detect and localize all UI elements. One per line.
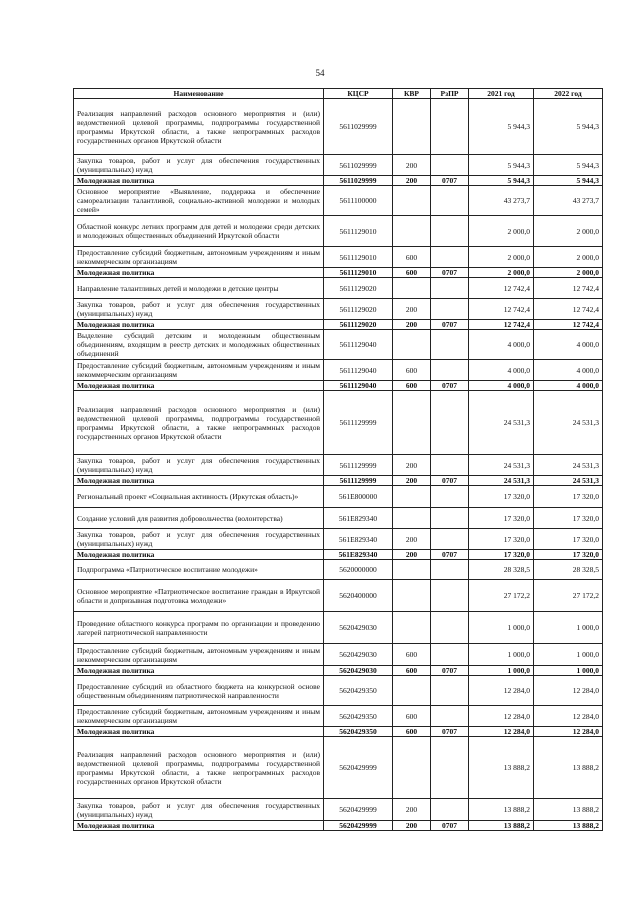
- table-body: [74, 99, 603, 831]
- row-kvr: 200: [393, 476, 431, 486]
- row-kvr: 600: [393, 644, 431, 666]
- row-name: Молодежная политика: [74, 727, 324, 737]
- table-row: [74, 476, 603, 486]
- row-2022: 12 742,4: [534, 299, 603, 320]
- row-rzpr: [431, 155, 469, 176]
- row-2021: 2 000,0: [469, 268, 534, 278]
- row-2022: 2 000,0: [534, 216, 603, 247]
- row-rzpr: [431, 737, 469, 799]
- row-code: 5620429999: [324, 821, 393, 831]
- row-2021: 24 531,3: [469, 455, 534, 476]
- row-name: Предоставление субсидий из областного бюджета на конкурсной основе общественным объединениям патриотической направленности: [74, 676, 324, 706]
- row-code: 5611129020: [324, 320, 393, 330]
- row-kvr: [393, 216, 431, 247]
- row-2022: 17 320,0: [534, 508, 603, 529]
- table-row: [74, 299, 603, 320]
- row-rzpr: [431, 529, 469, 550]
- row-2022: 28 328,5: [534, 560, 603, 580]
- row-rzpr: [431, 508, 469, 529]
- row-2021: 13 888,2: [469, 821, 534, 831]
- row-kvr: 200: [393, 455, 431, 476]
- row-kvr: [393, 737, 431, 799]
- row-2022: 24 531,3: [534, 391, 603, 455]
- row-kvr: 200: [393, 821, 431, 831]
- row-rzpr: [431, 799, 469, 821]
- row-name: Молодежная политика: [74, 821, 324, 831]
- row-2021: 24 531,3: [469, 476, 534, 486]
- row-rzpr: [431, 706, 469, 727]
- row-2021: 24 531,3: [469, 391, 534, 455]
- row-2021: 28 328,5: [469, 560, 534, 580]
- row-2021: 12 742,4: [469, 278, 534, 299]
- row-kvr: [393, 486, 431, 508]
- header-rzpr: РзПР: [431, 89, 469, 99]
- row-2021: 4 000,0: [469, 330, 534, 360]
- table-row: [74, 278, 603, 299]
- row-code: 5611029999: [324, 99, 393, 155]
- row-2022: 4 000,0: [534, 330, 603, 360]
- row-name: Закупка товаров, работ и услуг для обеспечения государственных (муниципальных) нужд: [74, 455, 324, 476]
- row-rzpr: 0707: [431, 666, 469, 676]
- row-kvr: 600: [393, 381, 431, 391]
- row-rzpr: [431, 612, 469, 644]
- row-code: 5620429030: [324, 612, 393, 644]
- row-kvr: 600: [393, 706, 431, 727]
- row-code: 5611129040: [324, 381, 393, 391]
- row-2022: 5 944,3: [534, 155, 603, 176]
- row-2021: 4 000,0: [469, 360, 534, 381]
- row-code: 5611129010: [324, 247, 393, 268]
- row-code: 561E829340: [324, 529, 393, 550]
- row-name: Основное мероприятие «Патриотическое воспитание граждан в Иркутской области и допризывная подготовка молодежи»: [74, 580, 324, 612]
- row-name: Закупка товаров, работ и услуг для обеспечения государственных (муниципальных) нужд: [74, 529, 324, 550]
- row-2022: 43 273,7: [534, 186, 603, 216]
- row-kvr: 600: [393, 360, 431, 381]
- row-2022: 13 888,2: [534, 799, 603, 821]
- row-name: Молодежная политика: [74, 666, 324, 676]
- row-rzpr: 0707: [431, 727, 469, 737]
- row-kvr: [393, 186, 431, 216]
- row-2022: 12 742,4: [534, 278, 603, 299]
- table-row: [74, 155, 603, 176]
- row-2022: 1 000,0: [534, 644, 603, 666]
- row-2022: 13 888,2: [534, 821, 603, 831]
- row-name: Реализация направлений расходов основного мероприятия и (или) ведомственной целевой программы, подпрограммы государственной программы Иркутской области, а также непрограммных расходов государственных органов Иркутской области: [74, 737, 324, 799]
- table-row: [74, 550, 603, 560]
- row-kvr: 200: [393, 155, 431, 176]
- row-name: Молодежная политика: [74, 550, 324, 560]
- row-rzpr: 0707: [431, 476, 469, 486]
- row-kvr: 200: [393, 320, 431, 330]
- row-kvr: 200: [393, 529, 431, 550]
- table-row: [74, 391, 603, 455]
- row-kvr: [393, 560, 431, 580]
- row-2021: 1 000,0: [469, 644, 534, 666]
- row-kvr: 600: [393, 268, 431, 278]
- row-2021: 43 273,7: [469, 186, 534, 216]
- row-rzpr: [431, 486, 469, 508]
- row-rzpr: 0707: [431, 821, 469, 831]
- table-row: [74, 644, 603, 666]
- row-name: Предоставление субсидий бюджетным, автономным учреждениям и иным некоммерческим организациям: [74, 644, 324, 666]
- table-row: [74, 676, 603, 706]
- row-2022: 17 320,0: [534, 550, 603, 560]
- table-row: [74, 247, 603, 268]
- row-name: Предоставление субсидий бюджетным, автономным учреждениям и иным некоммерческим организациям: [74, 706, 324, 727]
- table-row: [74, 529, 603, 550]
- row-code: 5611129010: [324, 216, 393, 247]
- row-name: Молодежная политика: [74, 381, 324, 391]
- row-2022: 5 944,3: [534, 99, 603, 155]
- row-rzpr: 0707: [431, 550, 469, 560]
- row-kvr: 600: [393, 727, 431, 737]
- row-2021: 5 944,3: [469, 99, 534, 155]
- row-2022: 12 284,0: [534, 676, 603, 706]
- row-2022: 2 000,0: [534, 268, 603, 278]
- row-rzpr: [431, 560, 469, 580]
- row-2022: 17 320,0: [534, 529, 603, 550]
- row-code: 5620429999: [324, 799, 393, 821]
- row-rzpr: 0707: [431, 176, 469, 186]
- row-kvr: [393, 330, 431, 360]
- row-kvr: 600: [393, 666, 431, 676]
- row-2021: 12 284,0: [469, 676, 534, 706]
- row-kvr: [393, 278, 431, 299]
- row-kvr: [393, 391, 431, 455]
- row-kvr: [393, 508, 431, 529]
- row-code: 5611129999: [324, 455, 393, 476]
- row-rzpr: [431, 676, 469, 706]
- row-2021: 17 320,0: [469, 550, 534, 560]
- row-name: Подпрограмма «Патриотическое воспитание молодежи»: [74, 560, 324, 580]
- row-rzpr: [431, 360, 469, 381]
- table-row: [74, 320, 603, 330]
- table-row: [74, 186, 603, 216]
- row-2022: 1 000,0: [534, 612, 603, 644]
- row-kvr: 200: [393, 799, 431, 821]
- row-name: Закупка товаров, работ и услуг для обеспечения государственных (муниципальных) нужд: [74, 155, 324, 176]
- row-code: 5611129020: [324, 278, 393, 299]
- row-code: 5611029999: [324, 176, 393, 186]
- table-row: [74, 216, 603, 247]
- row-rzpr: [431, 391, 469, 455]
- table-row: [74, 381, 603, 391]
- row-kvr: 200: [393, 550, 431, 560]
- row-code: 561E800000: [324, 486, 393, 508]
- row-name: Реализация направлений расходов основного мероприятия и (или) ведомственной целевой программы, подпрограммы государственной программы Иркутской области, а также непрограммных расходов государственных органов Иркутской области: [74, 391, 324, 455]
- table-row: [74, 330, 603, 360]
- table-row: [74, 176, 603, 186]
- row-name: Выделение субсидий детским и молодежным общественным объединениям, входящим в реестр детских и молодежных общественных объединений: [74, 330, 324, 360]
- row-name: Закупка товаров, работ и услуг для обеспечения государственных (муниципальных) нужд: [74, 299, 324, 320]
- table-row: [74, 360, 603, 381]
- row-name: Предоставление субсидий бюджетным, автономным учреждениям и иным некоммерческим организациям: [74, 360, 324, 381]
- row-2021: 2 000,0: [469, 247, 534, 268]
- row-code: 5620429030: [324, 644, 393, 666]
- row-name: Молодежная политика: [74, 176, 324, 186]
- row-name: Проведение областного конкурса программ по организации и проведению лагерей патриотической направленности: [74, 612, 324, 644]
- row-name: Областной конкурс летних программ для детей и молодежи среди детских и молодежных общественных объединений Иркутской области: [74, 216, 324, 247]
- row-2021: 1 000,0: [469, 666, 534, 676]
- row-2021: 12 284,0: [469, 706, 534, 727]
- row-2021: 12 742,4: [469, 320, 534, 330]
- table-row: [74, 99, 603, 155]
- budget-table: [73, 88, 603, 831]
- table-row: [74, 706, 603, 727]
- header-row: [74, 89, 603, 99]
- row-rzpr: [431, 330, 469, 360]
- row-rzpr: [431, 99, 469, 155]
- row-code: 5620429350: [324, 706, 393, 727]
- row-2022: 1 000,0: [534, 666, 603, 676]
- row-name: Создание условий для развития добровольчества (волонтерства): [74, 508, 324, 529]
- row-name: Молодежная политика: [74, 268, 324, 278]
- row-name: Региональный проект «Социальная активность (Иркутская область)»: [74, 486, 324, 508]
- table-row: [74, 560, 603, 580]
- row-name: Молодежная политика: [74, 476, 324, 486]
- table-row: [74, 799, 603, 821]
- row-kvr: [393, 612, 431, 644]
- row-kvr: [393, 676, 431, 706]
- row-code: 561E829340: [324, 508, 393, 529]
- row-2022: 24 531,3: [534, 476, 603, 486]
- row-code: 5611129010: [324, 268, 393, 278]
- row-2022: 12 284,0: [534, 706, 603, 727]
- row-code: 561E829340: [324, 550, 393, 560]
- table-row: [74, 821, 603, 831]
- table-row: [74, 737, 603, 799]
- row-name: Закупка товаров, работ и услуг для обеспечения государственных (муниципальных) нужд: [74, 799, 324, 821]
- table-row: [74, 727, 603, 737]
- row-2021: 2 000,0: [469, 216, 534, 247]
- row-kvr: 200: [393, 176, 431, 186]
- row-name: Направление талантливых детей и молодежи в детские центры: [74, 278, 324, 299]
- row-code: 5611129999: [324, 476, 393, 486]
- row-code: 5620400000: [324, 580, 393, 612]
- row-2022: 12 284,0: [534, 727, 603, 737]
- row-2021: 5 944,3: [469, 176, 534, 186]
- row-2022: 24 531,3: [534, 455, 603, 476]
- row-name: Основное мероприятие «Выявление, поддержка и обеспечение самореализации талантливой, социально-активной молодежи и молодых семей»: [74, 186, 324, 216]
- row-2021: 13 888,2: [469, 799, 534, 821]
- table-row: [74, 580, 603, 612]
- header-2021: 2021 год: [469, 89, 534, 99]
- table-row: [74, 508, 603, 529]
- row-kvr: 600: [393, 247, 431, 268]
- row-code: 5620000000: [324, 560, 393, 580]
- row-rzpr: [431, 580, 469, 612]
- row-2022: 13 888,2: [534, 737, 603, 799]
- row-2021: 5 944,3: [469, 155, 534, 176]
- row-2022: 2 000,0: [534, 247, 603, 268]
- row-rzpr: [431, 455, 469, 476]
- row-rzpr: [431, 186, 469, 216]
- table-row: [74, 666, 603, 676]
- header-name: Наименование: [74, 89, 324, 99]
- row-code: 5620429999: [324, 737, 393, 799]
- row-2022: 4 000,0: [534, 381, 603, 391]
- row-code: 5620429350: [324, 727, 393, 737]
- table-row: [74, 486, 603, 508]
- row-rzpr: [431, 644, 469, 666]
- row-rzpr: [431, 278, 469, 299]
- row-rzpr: 0707: [431, 320, 469, 330]
- row-code: 5611029999: [324, 155, 393, 176]
- row-2021: 4 000,0: [469, 381, 534, 391]
- row-rzpr: [431, 216, 469, 247]
- row-code: 5620429350: [324, 676, 393, 706]
- row-kvr: 200: [393, 299, 431, 320]
- row-code: 5620429030: [324, 666, 393, 676]
- row-2021: 13 888,2: [469, 737, 534, 799]
- row-rzpr: 0707: [431, 381, 469, 391]
- row-rzpr: [431, 299, 469, 320]
- row-code: 5611129040: [324, 330, 393, 360]
- header-2022: 2022 год: [534, 89, 603, 99]
- row-2022: 12 742,4: [534, 320, 603, 330]
- row-2021: 17 320,0: [469, 508, 534, 529]
- row-2021: 12 742,4: [469, 299, 534, 320]
- row-2022: 17 320,0: [534, 486, 603, 508]
- row-kvr: [393, 580, 431, 612]
- row-kvr: [393, 99, 431, 155]
- row-rzpr: 0707: [431, 268, 469, 278]
- row-2021: 1 000,0: [469, 612, 534, 644]
- page-number: 54: [315, 68, 325, 78]
- row-2022: 5 944,3: [534, 176, 603, 186]
- header-kvr: КВР: [393, 89, 431, 99]
- row-2021: 12 284,0: [469, 727, 534, 737]
- row-2021: 17 320,0: [469, 529, 534, 550]
- table-row: [74, 455, 603, 476]
- header-code: КЦСР: [324, 89, 393, 99]
- table-row: [74, 612, 603, 644]
- row-2022: 27 172,2: [534, 580, 603, 612]
- row-code: 5611129020: [324, 299, 393, 320]
- row-name: Реализация направлений расходов основного мероприятия и (или) ведомственной целевой программы, подпрограммы государственной программы Иркутской области, а также непрограммных расходов государственных органов Иркутской области: [74, 99, 324, 155]
- row-code: 5611100000: [324, 186, 393, 216]
- row-2021: 27 172,2: [469, 580, 534, 612]
- row-rzpr: [431, 247, 469, 268]
- row-2022: 4 000,0: [534, 360, 603, 381]
- row-name: Предоставление субсидий бюджетным, автономным учреждениям и иным некоммерческим организациям: [74, 247, 324, 268]
- row-code: 5611129040: [324, 360, 393, 381]
- row-name: Молодежная политика: [74, 320, 324, 330]
- row-code: 5611129999: [324, 391, 393, 455]
- row-2021: 17 320,0: [469, 486, 534, 508]
- table-row: [74, 268, 603, 278]
